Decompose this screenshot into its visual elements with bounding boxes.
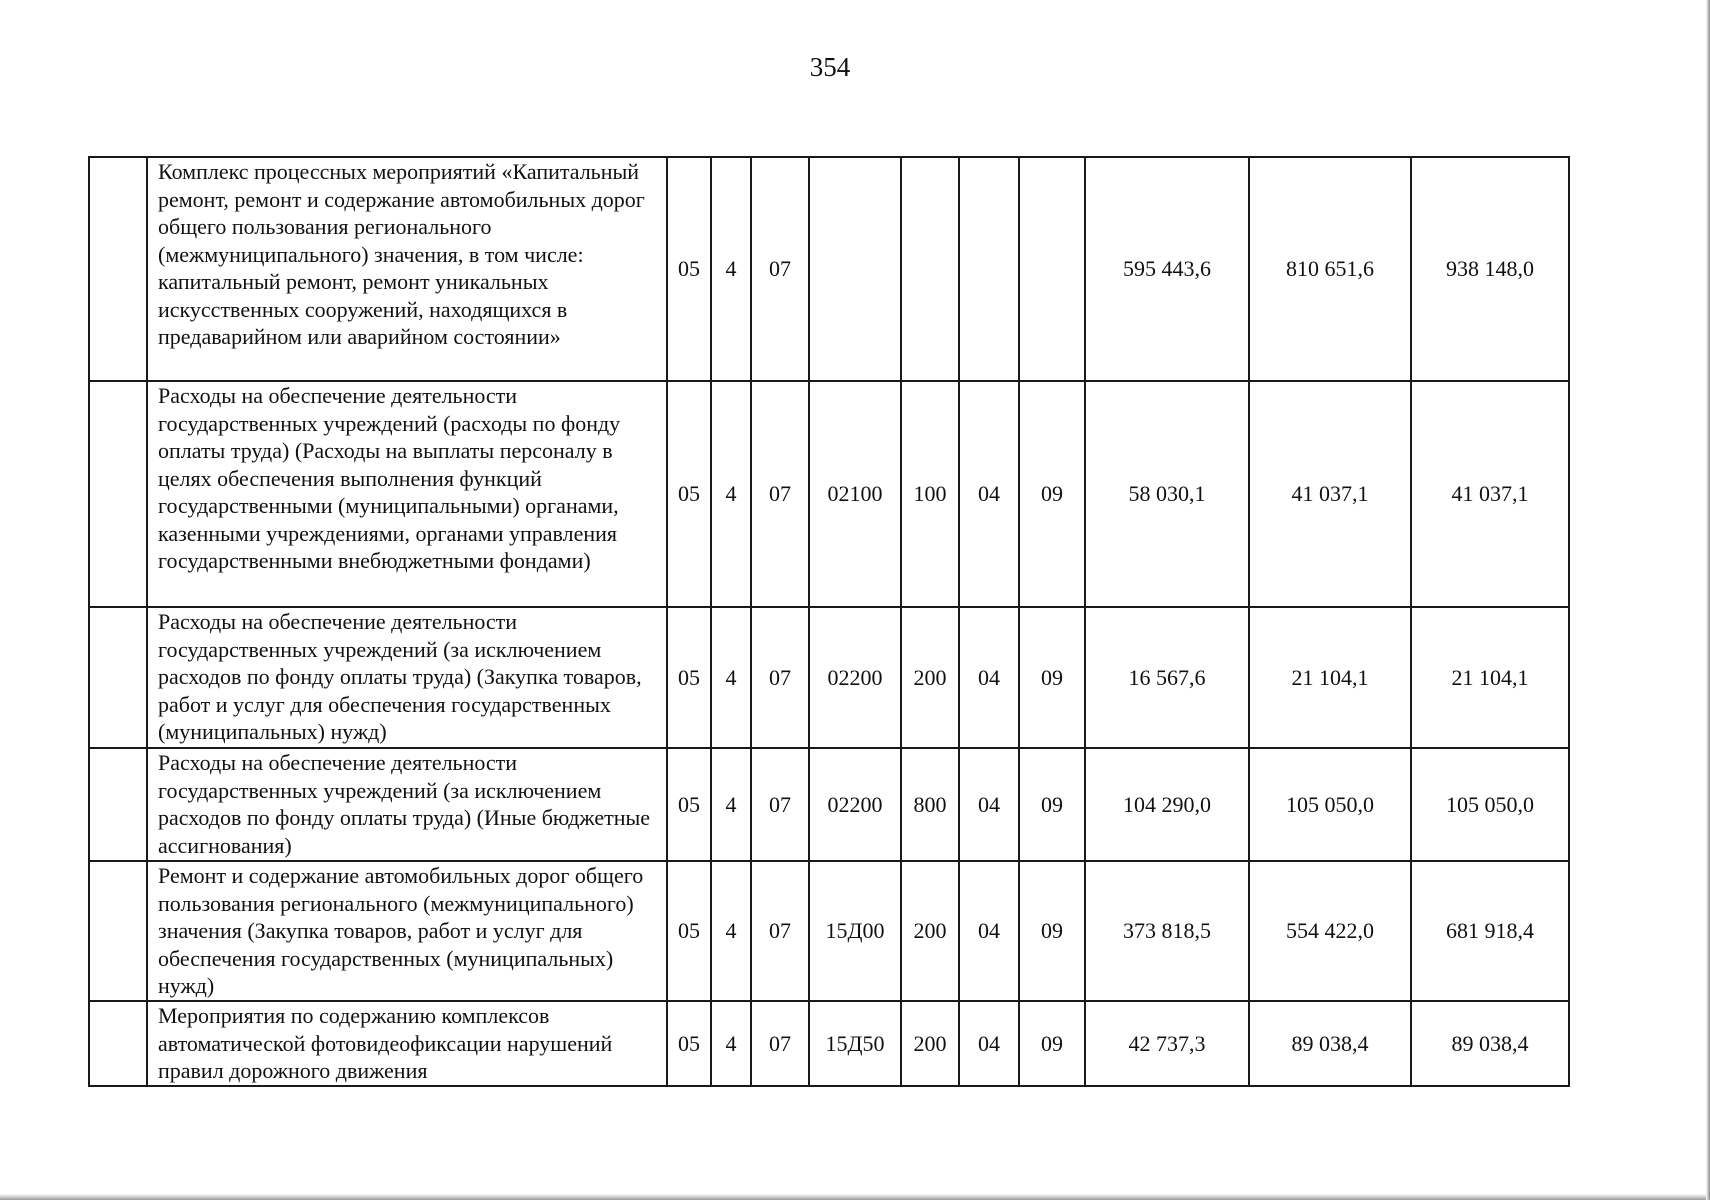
amount-cell: 105 050,0 <box>1249 748 1411 861</box>
table-row <box>89 157 1569 381</box>
amount-cell: 938 148,0 <box>1411 157 1569 381</box>
code-cell <box>1019 157 1085 381</box>
code-cell <box>901 157 959 381</box>
row-number-cell <box>89 381 147 607</box>
scan-shadow-right <box>1706 0 1710 1200</box>
code-cell: 09 <box>1019 748 1085 861</box>
table-row <box>89 1001 1569 1086</box>
budget-table <box>88 156 1570 1087</box>
code-cell: 04 <box>959 861 1019 1001</box>
code-cell: 09 <box>1019 607 1085 748</box>
code-cell: 05 <box>667 607 711 748</box>
amount-cell: 21 104,1 <box>1411 607 1569 748</box>
code-cell: 09 <box>1019 861 1085 1001</box>
code-cell: 200 <box>901 1001 959 1086</box>
code-cell <box>809 157 901 381</box>
code-cell: 05 <box>667 157 711 381</box>
row-number-cell <box>89 157 147 381</box>
code-cell: 07 <box>751 861 809 1001</box>
code-cell: 07 <box>751 1001 809 1086</box>
code-cell: 04 <box>959 607 1019 748</box>
code-cell: 02200 <box>809 748 901 861</box>
code-cell: 02100 <box>809 381 901 607</box>
amount-cell: 41 037,1 <box>1411 381 1569 607</box>
code-cell: 800 <box>901 748 959 861</box>
code-cell: 15Д00 <box>809 861 901 1001</box>
row-number-cell <box>89 748 147 861</box>
code-cell: 09 <box>1019 381 1085 607</box>
code-cell: 4 <box>711 1001 751 1086</box>
row-number-cell <box>89 861 147 1001</box>
table-row <box>89 748 1569 861</box>
description-cell: Расходы на обеспечение деятельности государственных учреждений (за исключением расходов по фонду оплаты труда) (Закупка товаров, работ и услуг для обеспечения государственных (муниципальных) нужд) <box>147 607 667 748</box>
scan-shadow-bottom <box>0 1194 1710 1200</box>
description-cell: Расходы на обеспечение деятельности государственных учреждений (расходы по фонду оплаты труда) (Расходы на выплаты персоналу в целях обеспечения выполнения функций государственными (муниципальными) органами, казенными учреждениями, органами управления государственными внебюджетными фондами) <box>147 381 667 607</box>
table-row <box>89 607 1569 748</box>
code-cell: 09 <box>1019 1001 1085 1086</box>
code-cell: 05 <box>667 381 711 607</box>
amount-cell: 104 290,0 <box>1085 748 1249 861</box>
code-cell: 05 <box>667 748 711 861</box>
code-cell: 4 <box>711 861 751 1001</box>
code-cell: 04 <box>959 381 1019 607</box>
row-number-cell <box>89 1001 147 1086</box>
code-cell: 15Д50 <box>809 1001 901 1086</box>
description-cell: Ремонт и содержание автомобильных дорог общего пользования регионального (межмуниципального) значения (Закупка товаров, работ и услуг для обеспечения государственных (муниципальных) нужд) <box>147 861 667 1001</box>
amount-cell: 681 918,4 <box>1411 861 1569 1001</box>
description-cell: Комплекс процессных мероприятий «Капитальный ремонт, ремонт и содержание автомобильных дорог общего пользования регионального (межмуниципального) значения, в том числе: капитальный ремонт, ремонт уникальных искусственных сооружений, находящихся в предаварийном или аварийном состоянии» <box>147 157 667 381</box>
amount-cell: 595 443,6 <box>1085 157 1249 381</box>
amount-cell: 554 422,0 <box>1249 861 1411 1001</box>
row-number-cell <box>89 607 147 748</box>
code-cell: 100 <box>901 381 959 607</box>
code-cell: 04 <box>959 1001 1019 1086</box>
amount-cell: 58 030,1 <box>1085 381 1249 607</box>
amount-cell: 41 037,1 <box>1249 381 1411 607</box>
code-cell: 05 <box>667 1001 711 1086</box>
table-row <box>89 861 1569 1001</box>
code-cell: 200 <box>901 607 959 748</box>
description-cell: Расходы на обеспечение деятельности государственных учреждений (за исключением расходов по фонду оплаты труда) (Иные бюджетные ассигнования) <box>147 748 667 861</box>
amount-cell: 105 050,0 <box>1411 748 1569 861</box>
amount-cell: 89 038,4 <box>1411 1001 1569 1086</box>
code-cell: 05 <box>667 861 711 1001</box>
code-cell: 4 <box>711 748 751 861</box>
amount-cell: 16 567,6 <box>1085 607 1249 748</box>
code-cell: 07 <box>751 157 809 381</box>
code-cell: 200 <box>901 861 959 1001</box>
amount-cell: 42 737,3 <box>1085 1001 1249 1086</box>
amount-cell: 373 818,5 <box>1085 861 1249 1001</box>
page-number: 354 <box>809 52 851 82</box>
code-cell: 07 <box>751 748 809 861</box>
code-cell: 04 <box>959 748 1019 861</box>
code-cell: 4 <box>711 607 751 748</box>
code-cell <box>959 157 1019 381</box>
code-cell: 4 <box>711 157 751 381</box>
code-cell: 02200 <box>809 607 901 748</box>
description-cell: Мероприятия по содержанию комплексов автоматической фотовидеофиксации нарушений правил дорожного движения <box>147 1001 667 1086</box>
code-cell: 07 <box>751 607 809 748</box>
table-row <box>89 381 1569 607</box>
amount-cell: 810 651,6 <box>1249 157 1411 381</box>
code-cell: 07 <box>751 381 809 607</box>
code-cell: 4 <box>711 381 751 607</box>
amount-cell: 89 038,4 <box>1249 1001 1411 1086</box>
amount-cell: 21 104,1 <box>1249 607 1411 748</box>
